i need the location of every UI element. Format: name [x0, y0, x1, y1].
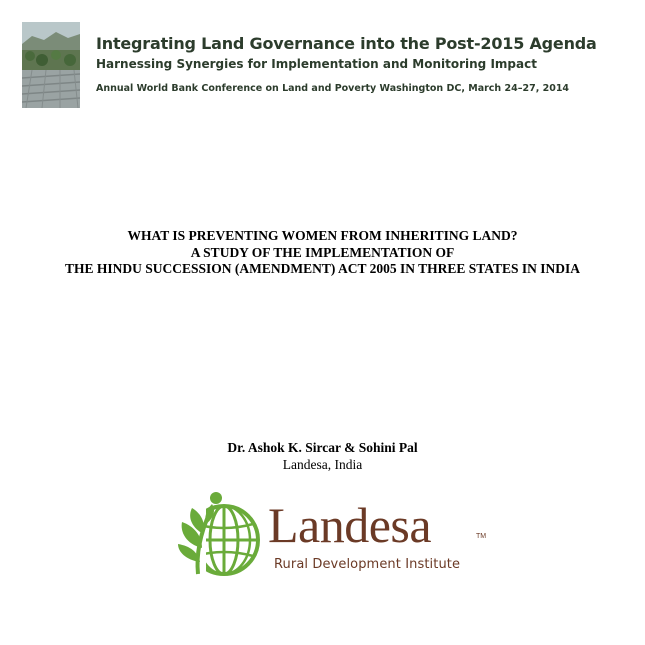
conference-header: [22, 22, 622, 112]
conference-meta: Annual World Bank Conference on Land and Poverty Washington DC, March 24–27, 2014: [96, 83, 570, 94]
conference-title: Integrating Land Governance into the Post-2015 Agenda: [96, 34, 597, 53]
paper-title-line: A STUDY OF THE IMPLEMENTATION OF: [190, 244, 455, 260]
paper-title-line: WHAT IS PREVENTING WOMEN FROM INHERITING LAND?: [127, 228, 518, 243]
landscape-photo-icon: [22, 22, 80, 108]
authors-block: [0, 439, 645, 473]
globe-plant-logo-icon: [176, 488, 268, 580]
paper-title: [0, 228, 645, 278]
author-affiliation: Landesa, India: [282, 457, 363, 472]
logo-wordmark: Landesa: [268, 497, 432, 553]
paper-title-line: THE HINDU SUCCESSION (AMENDMENT) ACT 2005 IN THREE STATES IN INDIA: [64, 261, 581, 276]
landesa-logo: [176, 488, 496, 580]
logo-tagline: Rural Development Institute: [274, 557, 461, 572]
conference-subtitle: Harnessing Synergies for Implementation and Monitoring Impact: [96, 57, 537, 71]
logo-trademark: TM: [476, 533, 487, 540]
author-names: Dr. Ashok K. Sircar & Sohini Pal: [227, 440, 418, 455]
